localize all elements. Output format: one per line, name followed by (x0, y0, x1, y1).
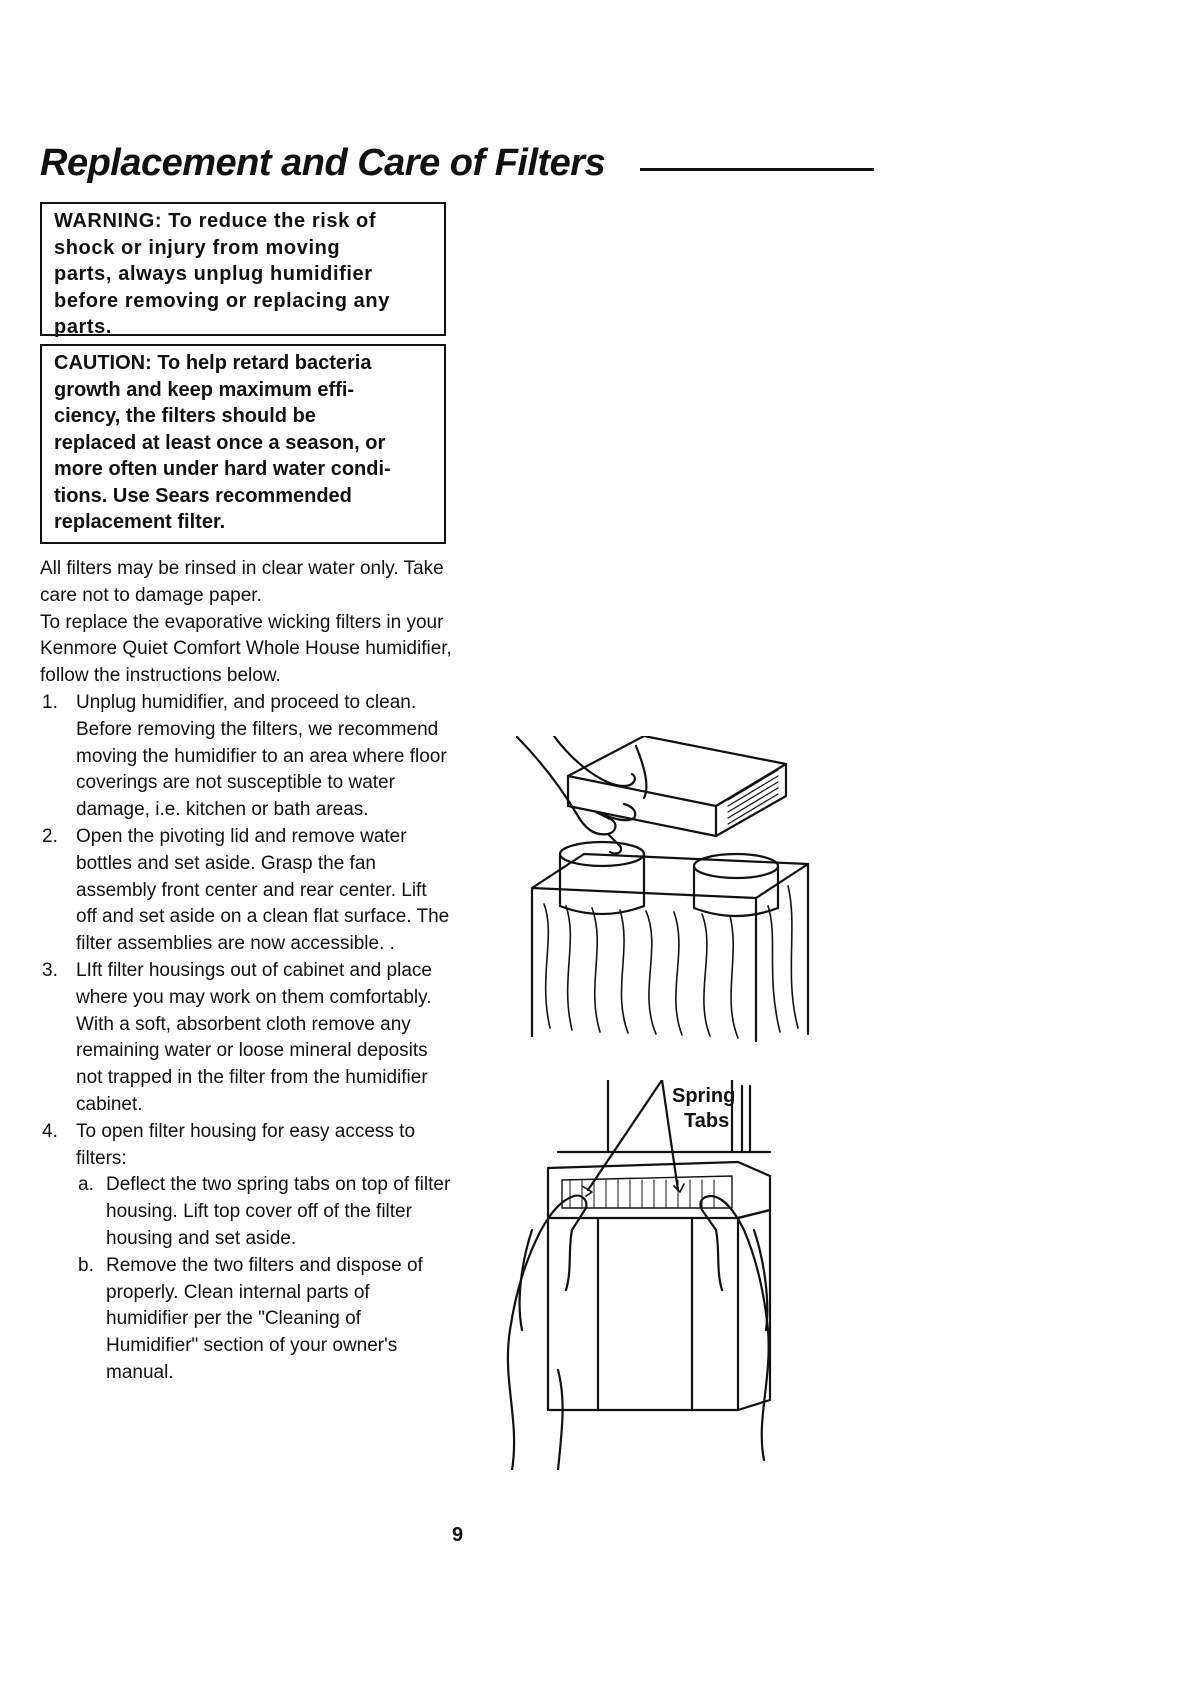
caution-line: replaced at least once a season, or (54, 431, 386, 454)
intro-paragraph: All filters may be rinsed in clear water only. Take care not to damage paper. (40, 558, 444, 606)
caution-line: tions. Use Sears recommended (54, 484, 352, 507)
step-number: 4. (42, 1120, 58, 1142)
caution-line: CAUTION: To help retard bacteria (54, 352, 372, 374)
step-number: 3. (42, 959, 58, 981)
title-rule (640, 168, 874, 171)
step-item (40, 1119, 452, 1387)
fan-assembly-illustration (516, 736, 856, 1046)
step-item (40, 958, 452, 1119)
tabs-label: Tabs (684, 1110, 730, 1132)
caution-line: replacement filter. (54, 511, 226, 533)
step-text: To open filter housing for easy access to filters: (76, 1120, 416, 1169)
step-item (40, 824, 452, 958)
substep-item (76, 1253, 452, 1387)
step-text: LIft filter housings out of cabinet and place where you may work on them comfortably. With a soft, absorbent cloth remove any remaining water or loose mineral deposits not trapped in the filter from the humidifier cabinet. (76, 959, 432, 1115)
warning-line: before removing or replacing any (54, 289, 390, 312)
caution-box (40, 344, 446, 544)
step-number: 2. (42, 825, 58, 847)
caution-line: more often under hard water condi- (54, 458, 391, 480)
page-title: Replacement and Care of Filters (40, 142, 606, 184)
warning-line: parts. (54, 316, 113, 338)
caution-line: growth and keep maximum effi- (54, 378, 355, 401)
substep-letter: a. (78, 1174, 94, 1196)
substep-text: Deflect the two spring tabs on top of filter housing. Lift top cover off of the filter housing and set aside. (106, 1174, 451, 1249)
step-number: 1. (42, 691, 58, 713)
filter-housing-illustration (502, 1080, 842, 1470)
warning-line: WARNING: To reduce the risk of (54, 210, 377, 232)
substeps-list (76, 1172, 452, 1386)
step-item (40, 690, 452, 824)
step-text: Unplug humidifier, and proceed to clean. Before removing the filters, we recommend moving the humidifier to an area where floor coverings are not susceptible to water damage, i.e. kitchen or bath areas. (76, 691, 447, 821)
spring-label: Spring (672, 1085, 736, 1107)
warning-box (40, 202, 446, 336)
page-number: 9 (452, 1524, 464, 1546)
warning-line: parts, always unplug humidifier (54, 263, 373, 285)
substep-letter: b. (78, 1254, 94, 1276)
intro-paragraph: To replace the evaporative wicking filters in your Kenmore Quiet Comfort Whole House humidifier, follow the instructions below. (40, 611, 452, 687)
step-text: Open the pivoting lid and remove water bottles and set aside. Grasp the fan assembly front center and rear center. Lift off and set aside on a clean flat surface. The filter assemblies are now accessible. . (76, 825, 450, 955)
body-text (40, 556, 452, 1387)
steps-list (40, 690, 452, 1387)
warning-line: shock or injury from moving (54, 236, 341, 259)
substep-text: Remove the two filters and dispose of properly. Clean internal parts of humidifier per the "Cleaning of Humidifier" section of your owner's manual. (106, 1254, 423, 1383)
caution-line: ciency, the filters should be (54, 405, 316, 427)
substep-item (76, 1172, 452, 1252)
